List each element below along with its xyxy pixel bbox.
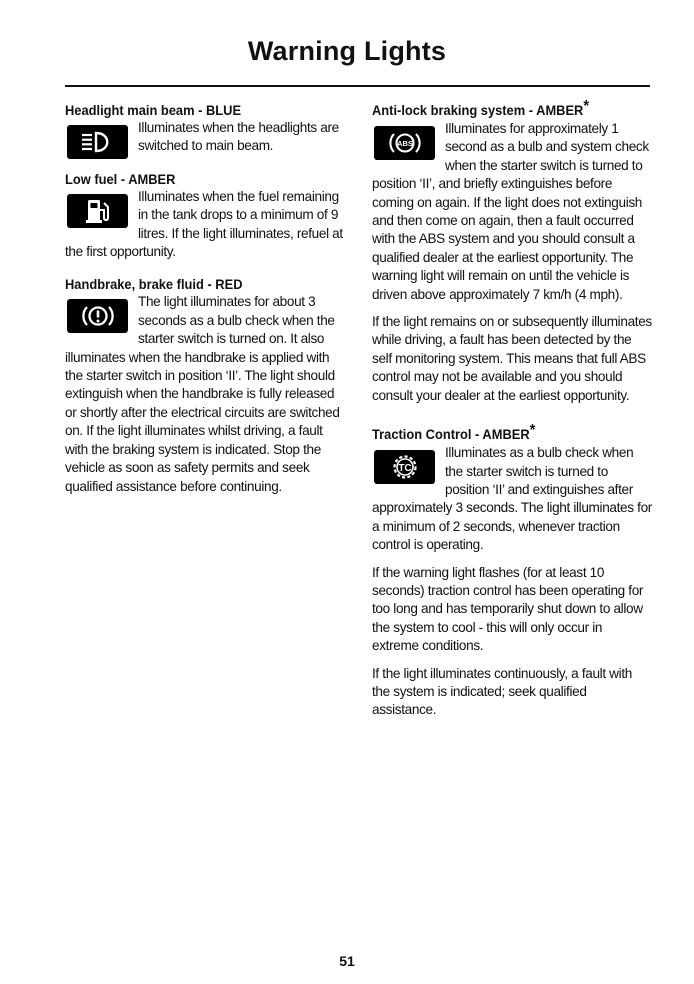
left-column — [65, 101, 345, 510]
text-low-fuel: Illuminates when the fuel remaining in the tank drops to a minimum of 9 litres. If the light illuminates, refuel at the first opportunity. — [65, 188, 343, 260]
text-handbrake: The light illuminates for about 3 seconds as a bulb check when the starter switch is turned on. It also illuminates when the handbrake is applied with the starter switch in position ‘II’. The light should extinguish when the handbrake is fully released or shortly after the electrical circuits are switched on. If the light illuminates whilst driving, a fault with the braking system is indicated. Stop the vehicle as soon as safety permits and seek qualified assistance before continuing. — [65, 294, 340, 494]
text-traction-3: If the light illuminates continuously, a fault with the system is indicated; seek qualified assistance. — [372, 665, 632, 718]
title-rule — [65, 85, 650, 87]
section-traction-control — [372, 422, 652, 720]
section-handbrake — [65, 275, 345, 495]
fuel-pump-icon — [67, 194, 128, 228]
brake-warning-icon — [67, 299, 128, 333]
text-abs-2: If the light remains on or subsequently illuminates while driving, a fault has been detected by the self monitoring system. This means that full ABS control may not be available and you should consult your dealer at the earliest opportunity. — [372, 314, 652, 403]
page-number: 51 — [339, 953, 355, 969]
heading-abs — [372, 98, 630, 120]
section-low-fuel — [65, 170, 345, 262]
heading-abs-text: Anti-lock braking system - AMBER — [372, 102, 584, 118]
heading-traction-star: * — [529, 422, 536, 440]
page-title: Warning Lights — [247, 36, 447, 66]
heading-handbrake: Handbrake, brake fluid - RED — [65, 276, 243, 293]
abs-icon-label: ABS — [396, 138, 413, 148]
heading-traction-control — [372, 422, 630, 444]
section-headlight-main-beam — [65, 101, 345, 156]
section-abs — [372, 98, 652, 405]
right-column — [372, 98, 652, 734]
heading-abs-star: * — [583, 98, 590, 115]
traction-control-icon — [374, 450, 435, 484]
text-headlight-main-beam: Illuminates when the headlights are switched to main beam. — [138, 120, 339, 154]
text-abs-1: Illuminates for approximately 1 second as a bulb and system check when the starter switch is turned to position ‘II’, and briefly extinguishes before coming on again. If the light does not extinguish and then come on again, then a fault occurred with the ABS system and you should consult a qualified dealer at the earliest opportunity. The warning light will remain on until the vehicle is driven above approximately 7 km/h (4 mph). — [372, 121, 649, 302]
heading-low-fuel: Low fuel - AMBER — [65, 170, 176, 187]
heading-traction-text: Traction Control - AMBER — [372, 426, 530, 443]
traction-icon-label: TC — [397, 463, 412, 475]
heading-headlight-main-beam: Headlight main beam - BLUE — [65, 102, 242, 118]
abs-icon — [374, 126, 435, 160]
headlight-main-beam-icon — [67, 125, 128, 159]
text-traction-1: Illuminates as a bulb check when the starter switch is turned to position ‘II’ and extinguishes after approximately 3 seconds. The light illuminates for a minimum of 2 seconds, whenever traction control is operating. — [372, 445, 652, 553]
text-traction-2: If the warning light flashes (for at least 10 seconds) traction control has been operating for too long and has temporarily shut down to allow the system to cool - this will only occur in extreme conditions. — [372, 564, 644, 654]
